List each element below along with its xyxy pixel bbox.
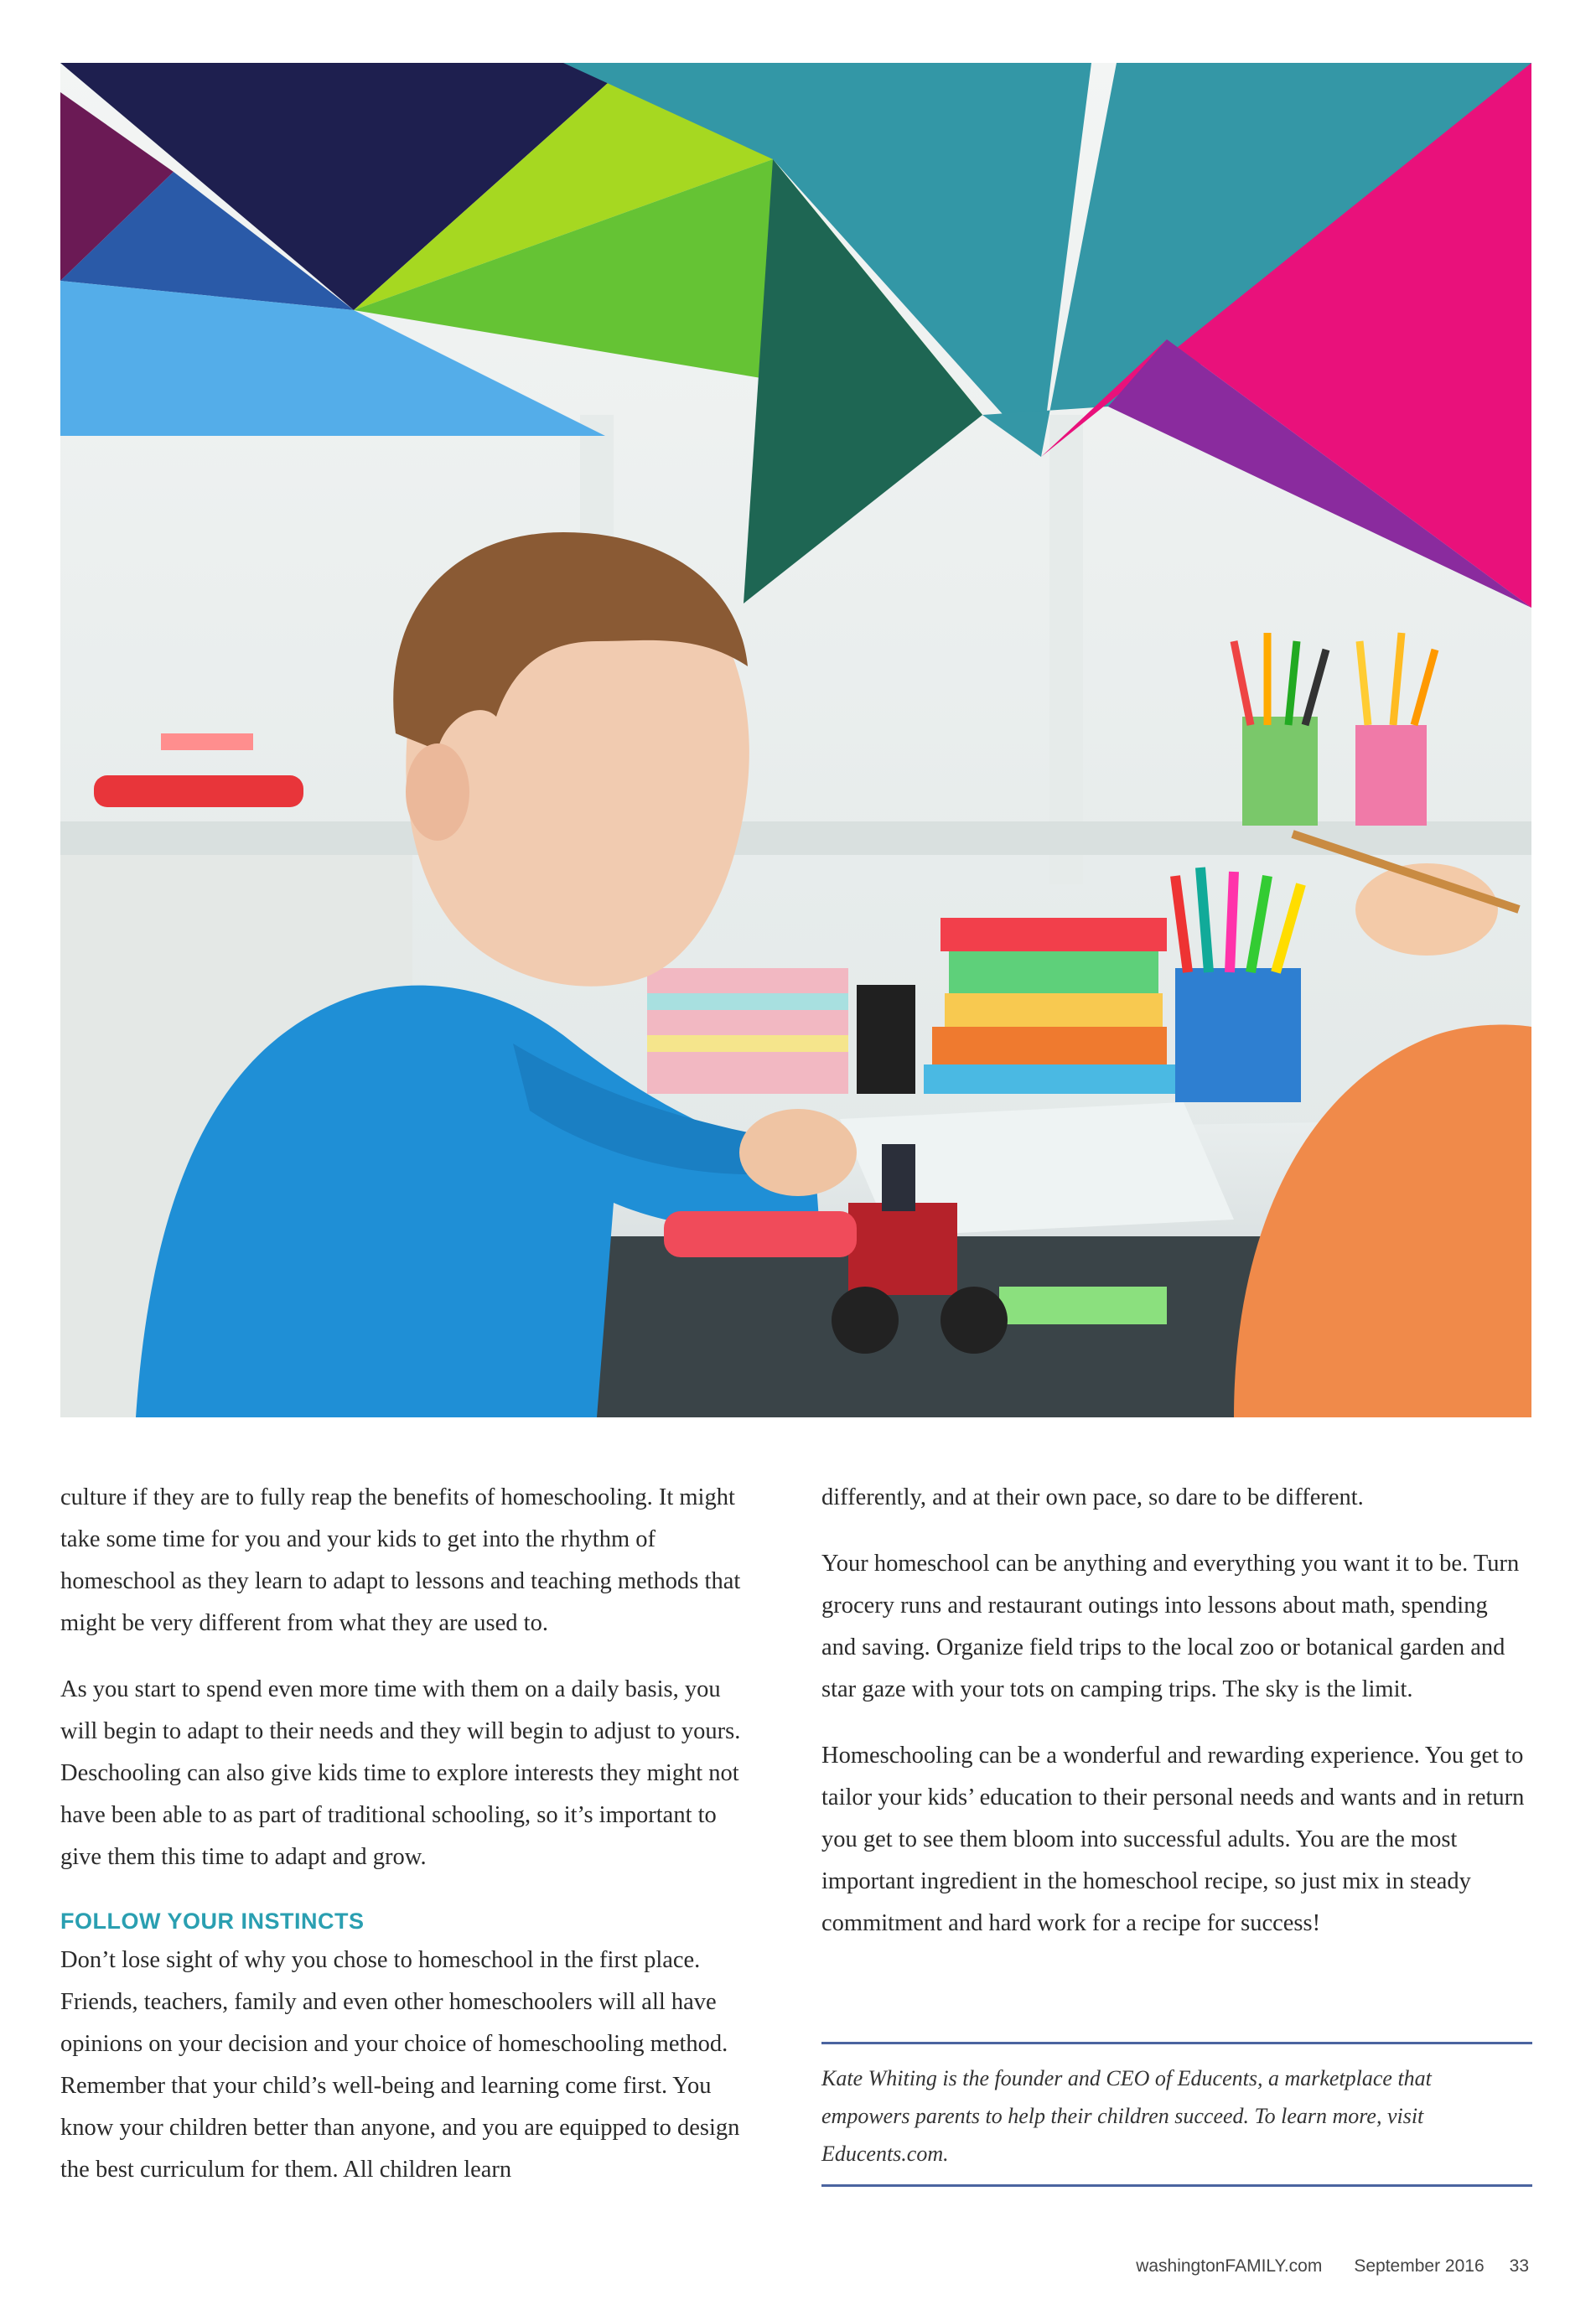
page-footer — [1136, 2256, 1529, 2277]
footer-date: September 2016 — [1354, 2256, 1485, 2276]
author-bio: Kate Whiting is the founder and CEO of Educents, a marketplace that empowers parents to help their children succeed. To learn more, visit Educents.com. — [821, 2066, 1432, 2166]
paragraph: culture if they are to fully reap the benefits of homeschooling. It might take some time for you and your kids to get into the rhythm of homeschool as they learn to adapt to lessons and teaching methods that might be very different from what they are used to. — [60, 1484, 741, 1636]
paragraph: Don’t lose sight of why you chose to homeschool in the first place. Friends, teachers, family and even other homeschoolers will all have opinions on your decision and your choice of homeschooling method. Remember that your child’s well-being and learning come first. You know your children better than anyone, and you are equipped to design the best curriculum for them. All children learn — [60, 1947, 740, 2183]
paragraph: Your homeschool can be anything and everything you want it to be. Turn grocery runs and restaurant outings into lessons about math, spending and saving. Organize field trips to the local zoo or botanical garden and star gaze with your tots on camping trips. The sky is the limit. — [821, 1551, 1520, 1702]
hero-illustration — [60, 63, 1531, 1417]
article-column-right — [821, 1477, 1526, 1969]
hero-photo — [60, 63, 1531, 1417]
page-number: 33 — [1509, 2256, 1529, 2276]
footer-site: washingtonFAMILY.com — [1136, 2256, 1323, 2276]
author-bio-box — [821, 2042, 1532, 2187]
article-column-left — [60, 1477, 756, 2215]
section-subhead: FOLLOW YOUR INSTINCTS — [60, 1909, 365, 1934]
paragraph: As you start to spend even more time with them on a daily basis, you will begin to adapt to their needs and they will begin to adjust to yours. Deschooling can also give kids time to explore interests they might not have been able to as part of traditional schooling, so it’s important to give them this time to adapt and grow. — [60, 1676, 741, 1870]
paragraph: Homeschooling can be a wonderful and rewarding experience. You get to tailor your kids’ education to their personal needs and wants and in return you get to see them bloom into successful adults. You are the most important ingredient in the homeschool recipe, so just mix in steady commitment and hard work for a recipe for success! — [821, 1743, 1525, 1936]
paragraph: differently, and at their own pace, so dare to be different. — [821, 1484, 1364, 1510]
